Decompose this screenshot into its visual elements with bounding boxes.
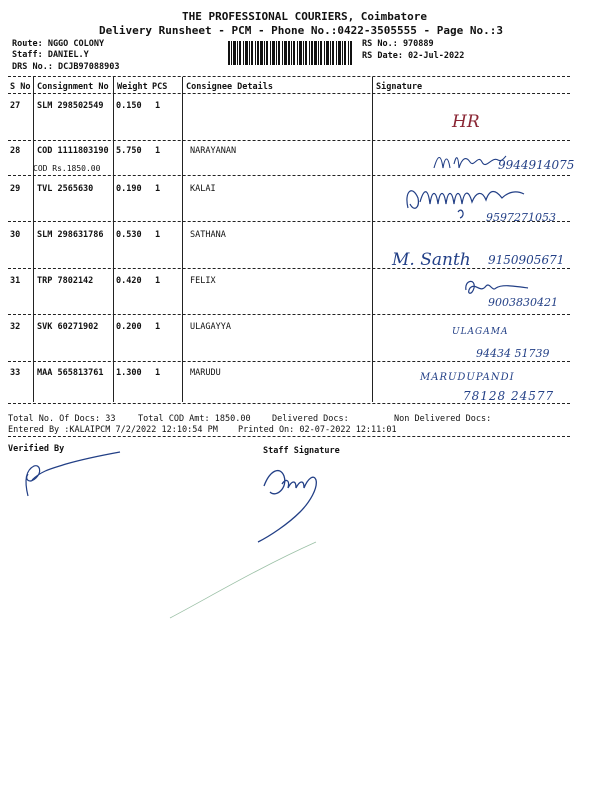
row-pcs: 1 bbox=[155, 322, 161, 332]
handwritten-phone: 9150905671 bbox=[488, 253, 565, 267]
row-sno: 31 bbox=[10, 276, 21, 286]
col-divider bbox=[33, 77, 34, 402]
col-header-weight: Weight bbox=[117, 82, 148, 92]
row-sno: 28 bbox=[10, 146, 21, 156]
table-header-rule bbox=[8, 93, 570, 94]
row-pcs: 1 bbox=[155, 368, 161, 378]
row-consignee: KALAI bbox=[190, 184, 216, 194]
row-separator bbox=[8, 314, 570, 315]
row-pcs: 1 bbox=[155, 184, 161, 194]
delivered-docs: Delivered Docs: bbox=[272, 414, 349, 424]
row-consignment: SLM 298631786 bbox=[37, 230, 104, 240]
row-weight: 0.190 bbox=[116, 184, 142, 194]
col-header-pcs: PCS bbox=[152, 82, 168, 92]
row-weight: 0.200 bbox=[116, 322, 142, 332]
row-consignment: SLM 298502549 bbox=[37, 101, 104, 111]
handwritten-name: ULAGAMA bbox=[452, 327, 509, 337]
handwritten-name: MARUDUPANDI bbox=[420, 372, 515, 383]
row-separator bbox=[8, 361, 570, 362]
row-weight: 0.420 bbox=[116, 276, 142, 286]
printed-on: Printed On: 02-07-2022 12:11:01 bbox=[238, 425, 397, 435]
company-title: THE PROFESSIONAL COURIERS, Coimbatore bbox=[182, 10, 428, 23]
cod-amount-note: COD Rs.1850.00 bbox=[33, 164, 101, 173]
row-sno: 27 bbox=[10, 101, 21, 111]
col-header-sno: S No bbox=[10, 82, 31, 92]
staff-label: Staff: DANIEL.Y bbox=[12, 50, 89, 60]
drs-number: DRS No.: DCJB97088903 bbox=[12, 62, 120, 72]
row-consignee: FELIX bbox=[190, 276, 216, 286]
verified-by-label: Verified By bbox=[8, 444, 65, 454]
row-separator bbox=[8, 140, 570, 141]
row-weight: 0.150 bbox=[116, 101, 142, 111]
table-top-rule bbox=[8, 76, 570, 77]
staff-signature-icon bbox=[240, 458, 340, 544]
row-separator bbox=[8, 221, 570, 222]
col-header-consignment: Consignment No bbox=[37, 82, 109, 92]
col-divider bbox=[113, 77, 114, 402]
row-sno: 29 bbox=[10, 184, 21, 194]
handwritten-signature: M. Santh bbox=[392, 250, 471, 270]
row-weight: 1.300 bbox=[116, 368, 142, 378]
col-divider bbox=[372, 77, 373, 402]
handwritten-phone: 9597271053 bbox=[486, 211, 556, 224]
row-consignee: ULAGAYYA bbox=[190, 322, 231, 332]
row-consignee: NARAYANAN bbox=[190, 146, 237, 156]
total-cod-amount: Total COD Amt: 1850.00 bbox=[138, 414, 251, 424]
non-delivered-docs: Non Delivered Docs: bbox=[394, 414, 492, 424]
handwritten-signature: HR bbox=[452, 112, 480, 132]
verifier-signature-icon bbox=[14, 450, 124, 500]
row-consignment: MAA 565813761 bbox=[37, 368, 104, 378]
row-pcs: 1 bbox=[155, 230, 161, 240]
row-consignment: TVL 2565630 bbox=[37, 184, 94, 194]
route-label: Route: NGGO COLONY bbox=[12, 39, 105, 49]
footer-rule bbox=[8, 436, 570, 437]
runsheet-subtitle: Delivery Runsheet - PCM - Phone No.:0422-3505555 - Page No.:3 bbox=[99, 24, 503, 37]
col-header-signature: Signature bbox=[376, 82, 423, 92]
row-pcs: 1 bbox=[155, 101, 161, 111]
barcode-icon bbox=[228, 41, 352, 65]
row-sno: 30 bbox=[10, 230, 21, 240]
handwritten-signature-icon bbox=[462, 276, 532, 298]
col-header-consignee: Consignee Details bbox=[186, 82, 273, 92]
row-pcs: 1 bbox=[155, 276, 161, 286]
handwritten-signature-icon bbox=[432, 150, 508, 174]
row-consignment: TRP 7802142 bbox=[37, 276, 94, 286]
handwritten-phone: 78128 24577 bbox=[463, 389, 555, 403]
handwritten-phone: 94434 51739 bbox=[476, 347, 550, 360]
row-sno: 33 bbox=[10, 368, 21, 378]
row-separator bbox=[8, 175, 570, 176]
table-bottom-rule bbox=[8, 403, 570, 404]
handwritten-phone: 9944914075 bbox=[498, 158, 575, 172]
total-docs: Total No. Of Docs: 33 bbox=[8, 414, 116, 424]
handwritten-phone: 9003830421 bbox=[488, 296, 558, 309]
row-consignment: COD 1111803190 bbox=[37, 146, 109, 156]
row-separator bbox=[8, 268, 570, 269]
row-weight: 5.750 bbox=[116, 146, 142, 156]
col-divider bbox=[182, 77, 183, 402]
row-weight: 0.530 bbox=[116, 230, 142, 240]
staff-signature-label: Staff Signature bbox=[263, 446, 340, 456]
pen-stroke-mark bbox=[168, 540, 318, 620]
row-consignee: MARUDU bbox=[190, 368, 221, 378]
row-sno: 32 bbox=[10, 322, 21, 332]
row-consignment: SVK 60271902 bbox=[37, 322, 99, 332]
rs-number: RS No.: 970889 bbox=[362, 39, 434, 49]
row-pcs: 1 bbox=[155, 146, 161, 156]
entered-by: Entered By :KALAIPCM 7/2/2022 12:10:54 PM bbox=[8, 425, 218, 435]
rs-date: RS Date: 02-Jul-2022 bbox=[362, 51, 465, 61]
row-consignee: SATHANA bbox=[190, 230, 226, 240]
